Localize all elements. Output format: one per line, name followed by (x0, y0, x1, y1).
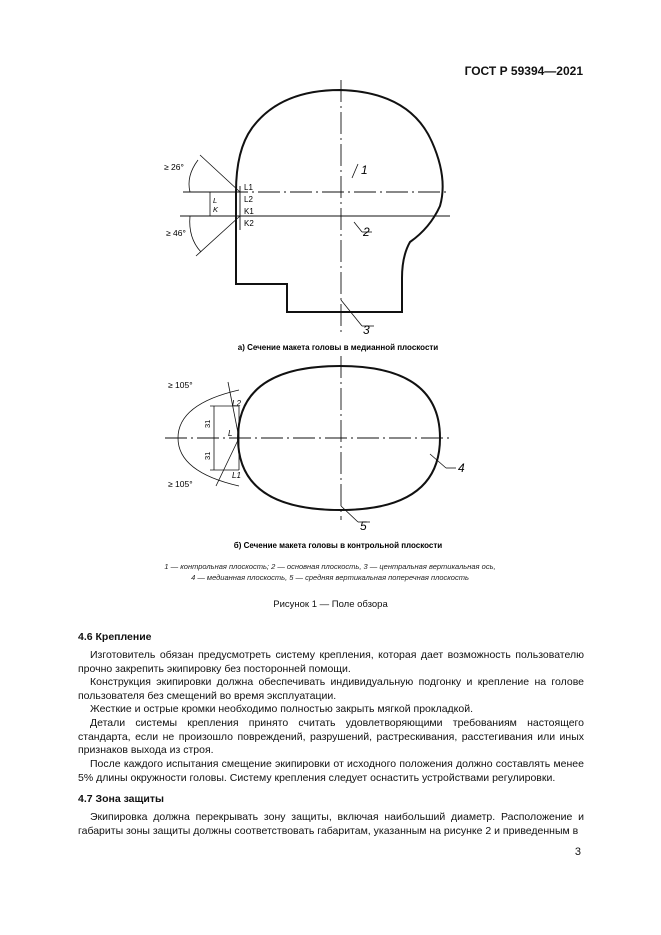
caption-b: б) Сечение макета головы в контрольной плоскости (233, 541, 443, 550)
k2-label: K2 (244, 219, 254, 228)
k1-label: K1 (244, 207, 254, 216)
section-4-7-heading: 4.7 Зона защиты (78, 793, 164, 805)
paragraph: Экипировка должна перекрывать зону защиты, включая наибольший диаметр. Расположение и габариты зоны защиты должны соответствовать габаритам, указанным на рисунке 2 и приведенным в (78, 811, 584, 837)
paragraph: Детали системы крепления принято считать удовлетворяющими требованиям настоящего стандарта, если не произошло повреждений, разрушений, растрескивания, расстегивания или иных признаков выхода из строя. (78, 717, 584, 757)
l1-label: L1 (244, 183, 253, 192)
top-centerlines (180, 80, 450, 332)
bottom-centerlines (165, 356, 450, 520)
angle-105-lower-label: ≥ 105° (168, 479, 193, 489)
top-leaders (341, 164, 374, 326)
paragraph: Изготовитель обязан предусмотреть систему крепления, которая дает возможность пользователю прочно закрепить экипировку без посторонней помощи. (78, 649, 584, 675)
callout-2: 2 (363, 225, 370, 239)
figure-legend-line-2: 4 — медианная плоскость, 5 — средняя вертикальная поперечная плоскость (191, 573, 469, 582)
page-number: 3 (574, 846, 581, 858)
k-label-top: K (213, 205, 219, 214)
angle-46-label: ≥ 46° (166, 228, 186, 238)
l2-label-bottom: L2 (232, 399, 241, 408)
callout-4: 4 (458, 461, 465, 475)
l-label-top: L (213, 196, 218, 205)
l2-label: L2 (244, 195, 253, 204)
dim-31-upper: 31 (203, 419, 212, 428)
callout-5: 5 (360, 519, 367, 533)
l1-label-bottom: L1 (232, 471, 241, 480)
angle-26-label: ≥ 26° (164, 162, 184, 172)
caption-a: а) Сечение макета головы в медианной плоскости (237, 343, 439, 352)
document-id: ГОСТ Р 59394—2021 (464, 64, 583, 78)
paragraph: После каждого испытания смещение экипировки от исходного положения должно составлять менее 5% длины окружности головы. Систему крепления следует оснастить устройствами регулировки. (78, 758, 584, 784)
angle-105-upper-label: ≥ 105° (168, 380, 193, 390)
figure-title: Рисунок 1 — Поле обзора (273, 599, 388, 610)
paragraph: Конструкция экипировки должна обеспечивать индивидуальную подгонку и крепление на голове пользователя без смещений во время эксплуатации. (78, 676, 584, 702)
l-label-bottom: L (228, 429, 233, 438)
paragraph: Жесткие и острые кромки необходимо полностью закрыть мягкой прокладкой. (90, 703, 474, 715)
head-profile-median (236, 90, 443, 312)
figure-legend-line-1: 1 — контрольная плоскость; 2 — основная плоскость, 3 — центральная вертикальная ось, (164, 562, 496, 571)
bottom-leaders (341, 454, 456, 522)
dim-31-lower: 31 (203, 451, 212, 460)
callout-1: 1 (361, 163, 368, 177)
callout-3: 3 (363, 323, 370, 337)
section-4-6-heading: 4.6 Крепление (78, 631, 152, 643)
